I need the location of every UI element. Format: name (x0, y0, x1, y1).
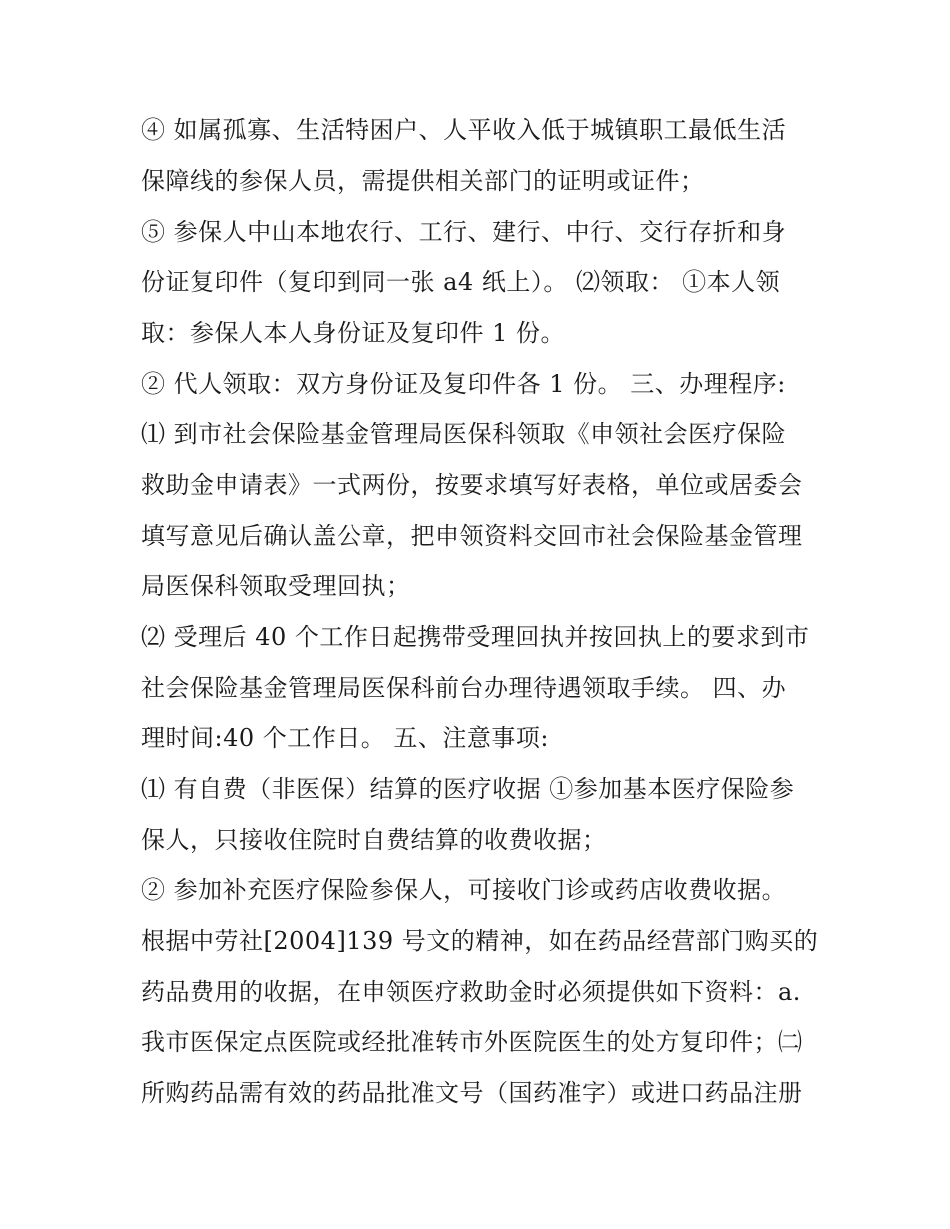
text-line: ② 参加补充医疗保险参保人，可接收门诊或药店收费收据。 (141, 876, 787, 904)
text-line: 取：参保人本人身份证及复印件 1 份。 (141, 319, 566, 347)
text-line: ⑴ 有自费（非医保）结算的医疗收据 ①参加基本医疗保险参 (141, 775, 795, 803)
text-line: 药品费用的收据，在申领医疗救助金时必须提供如下资料：a. (141, 978, 801, 1006)
text-line: 理时间:40 个工作日。 五、注意事项: (141, 724, 549, 752)
text-line: 份证复印件（复印到同一张 a4 纸上）。 ⑵领取： ①本人领 (141, 268, 781, 296)
text-line: ⑵ 受理后 40 个工作日起携带受理回执并按回执上的要求到市 (141, 623, 810, 651)
text-line: 保障线的参保人员，需提供相关部门的证明或证件； (141, 167, 705, 195)
text-line: 救助金申请表》一式两份，按要求填写好表格，单位或居委会 (141, 471, 803, 499)
text-line: 根据中劳社[2004]139 号文的精神，如在药品经营部门购买的 (141, 927, 819, 955)
text-line: 保人，只接收住院时自费结算的收费收据； (141, 826, 607, 854)
text-line: ⑤ 参保人中山本地农行、工行、建行、中行、交行存折和身 (141, 218, 787, 246)
text-line: 社会保险基金管理局医保科前台办理待遇领取手续。 四、办 (141, 674, 787, 702)
text-line: ② 代人领取：双方身份证及复印件各 1 份。 三、办理程序: (141, 370, 786, 398)
text-line: 填写意见后确认盖公章，把申领资料交回市社会保险基金管理 (141, 522, 803, 550)
text-line: 我市医保定点医院或经批准转市外医院医生的处方复印件；㈡ (141, 1028, 803, 1056)
text-line: ⑴ 到市社会保险基金管理局医保科领取《申领社会医疗保险 (141, 420, 787, 448)
text-line: ④ 如属孤寡、生活特困户、人平收入低于城镇职工最低生活 (141, 116, 787, 144)
text-line: 局医保科领取受理回执； (141, 572, 411, 600)
text-line: 所购药品需有效的药品批准文号（国药准字）或进口药品注册 (141, 1079, 803, 1107)
